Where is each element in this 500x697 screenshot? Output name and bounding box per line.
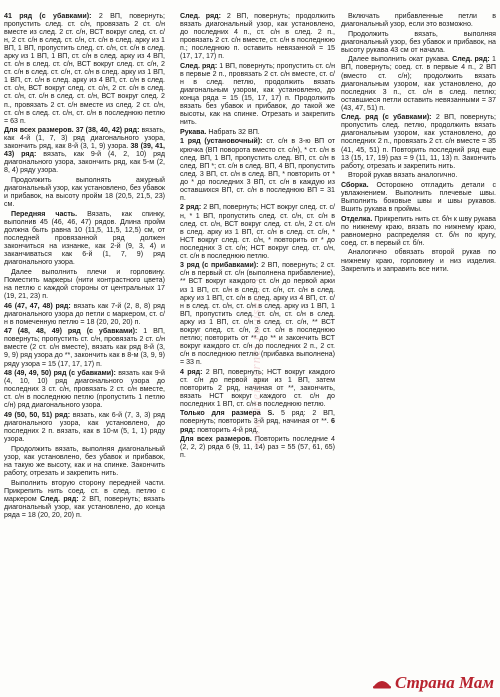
bold-heading: 47 (48, 48, 49) ряд (с убавками): [4, 327, 138, 336]
paragraph [4, 210, 165, 266]
paragraph [180, 12, 335, 60]
body-text: Осторожно отгладить детали с увлажнением. Выполнить плечевые швы. Выполнить боковые швы и швы рукавов. Вшить рукава в проймы. [341, 180, 496, 214]
site-logo[interactable] [372, 673, 494, 693]
body-text: повторить 4-й ряд. [195, 425, 259, 434]
bold-heading: Для всех размеров. 37 (38, 40, 42) ряд: [4, 126, 140, 135]
paragraph [341, 12, 496, 28]
paragraph [341, 30, 496, 54]
bold-heading: Передняя часть. [11, 209, 78, 218]
bold-heading: След. ряд: [180, 61, 218, 70]
logo-text: Страна Мам [394, 673, 494, 692]
body-text: вязать как 7-й (2, 8, 8) ряд диагонального узора до петли с маркером, ст. с/н в помеченную петлю = 18 (20, 20, 20) п. [4, 301, 165, 326]
paragraph [341, 248, 496, 272]
paragraph [4, 302, 165, 326]
paragraph [180, 62, 335, 126]
bold-heading: 41 ряд (с убавками): [4, 12, 92, 20]
bold-heading: 1 ряд (установочный): [180, 137, 263, 146]
body-text: вязать как 9-й (4, 10, 10) ряд диагонального узора до последних 3 ст. с/н, провязать 2 ст. с/н вместе, ст. с/н в последнюю петлю (пропустить 1 петлю с/н) ряд диагонального узора. [4, 369, 165, 410]
bold-heading: 2 ряд: [180, 203, 202, 212]
bold-heading: След. ряд: [452, 55, 490, 64]
bold-heading: 3 ряд (с прибавками): [180, 261, 259, 270]
body-text: вязать, как 9-й (4, 2, 10) ряд диагонального узора, закончить ряд, как 5-м (2, 8, 4) ряду узора. [4, 150, 165, 175]
text-column-1 [4, 12, 165, 520]
body-text: 2 ВП, повернуть; НСТ вокруг каждого ст. с/н до первой арки из 1 ВП, затем повторить 2 ряд, начиная от **, закончить, вязать НСТ вокруг каждого ст. с/н до последних 1 ВП, ст. с/н в последнюю петлю. [180, 367, 335, 408]
paragraph [4, 176, 165, 208]
bold-heading: 48 (49, 49, 50) ряд (с убавками): [4, 369, 116, 378]
body-text: Аналогично обвязать второй рукав по нижнему краю, горловину и низ изделия. Закрепить и заправить все нити. [341, 248, 496, 273]
paragraph [341, 55, 496, 111]
paragraph [4, 126, 165, 174]
paragraph [4, 268, 165, 300]
body-text: Набрать 32 ВП. [206, 127, 260, 136]
body-text: Включать прибавленные петли в диагональный узор, если это возможно. [341, 12, 496, 29]
body-text: 2 ВП, повернуть; НСТ вокруг след. ст. с/н, * 1 ВП, пропустить след. ст. с/н, ст. с/н в след. ст. с/н, ВСТ вокруг след. ст. с/н, 2 ст. с/н в след. арку из 1 ВП, ст. с/н в след. ст. с/н, * НСТ вокруг след. ст. с/н, * повторить от * до последних 3 ст. с/н; НСТ вокруг след. ст. с/н, ст. с/н в последнюю петлю. [180, 203, 335, 260]
bold-heading: Только для размера S. [180, 409, 275, 418]
bold-heading: Отделка. [341, 214, 373, 223]
bold-heading: 6 ряд: [180, 417, 335, 434]
body-text: 1 ВП, повернуть; пропустить ст. с/н, провязать 2 ст. с/н вместе (2 ст. с/н вместе), вязать как ряд 8-й (3, 9, 9) ряд узора до **, закончить как в 8-м (3, 9, 9) ряду узора = 15 (17, 17, 17) п. [4, 327, 165, 368]
bold-heading: След. ряд (с убавками): [341, 113, 432, 122]
paragraph [4, 411, 165, 443]
body-text: Прикрепить нить ст. б/н к шву рукава по нижнему краю, вязать по нижнему краю, равномерно распределяя ст. б/н по кругу, соед. ст. в первый ст. б/н. [341, 214, 496, 247]
paragraph [341, 113, 496, 169]
body-text: 1 ВП, повернуть; пропустить ст. с/н в первые 2 п., провязать 2 ст. с/н вместе, ст. с/н в след. петлю, продолжить вязать диагональным узором, как установлено, до конца ряда = 15 (15, 17, 17) п. Продолжить вязать без убавок и прибавок, до такой же высоты, как на спинке. Отрезать и закрепить нить. [180, 61, 335, 127]
bold-heading: 49 (50, 50, 51) ряд: [4, 411, 71, 419]
body-text: 5 ряд: 2 ВП, повернуть; повторить 3-й ряд, начиная от **. [180, 409, 335, 426]
paragraph [4, 12, 165, 125]
body-text: Далее выполнить окат рукава. [348, 55, 453, 64]
bold-heading: 38 (39, 41, 43) ряд: [4, 142, 165, 159]
bold-heading: След. ряд: [40, 494, 79, 503]
body-text: 2 ВП, повернуть; продолжить вязать диагональный узор, как установлено, до последних 4 п., ст. с/н в след. 2 п., провязать 2 ст. с/н вместе, ст. с/н в последнюю п.; последнюю п. оставить невязанной = 15 (17, 17, 17) п. [180, 12, 336, 61]
body-text: Продолжить вязать, выполняя диагональный узор, как установлено, без убавок и прибавок, на такую же высоту, как и на спинке. Закончить работу, отрезать и закрепить нить. [4, 444, 165, 477]
body-text: Далее выполнить плечи и горловину. Поместить маркеры (нити контрастного цвета) на петлю с каждой стороны от центральных 17 (19, 21, 23) п. [4, 267, 165, 300]
watermark-text: www.liveinternet.ru/users/5 [248, 277, 263, 448]
body-text: Продолжить выполнять ажурный диагональный узор, как установлено, без убавок и прибавок, на высоту пройм 18 (20,5, 21,5, 23) см. [4, 176, 165, 209]
bold-heading: Сборка. [341, 180, 369, 189]
body-text: Выполнить вторую сторону передней части. Прикрепить нить соед. ст. в след. петлю с маркером [4, 478, 165, 503]
hat-icon [372, 676, 392, 690]
body-text: вязать, как 6-й (7, 3, 3) ряд диагонального узора, как установлено, до последних 2 п. вязать, как в 10-м (5, 1, 1) ряду узора. [4, 411, 165, 444]
paragraph [341, 171, 496, 179]
body-text: Вязать, как спинку, выполнив 45 (46, 46, 47) рядов. Длина пройм должна быть равна 10 (11,5, 11,5, 12,5) см, от последней провязанной ряд должен закончиться на изнанке, как 2-й (9, 3, 4) и заканчиваться как 6-й (1, 7, 9) ряд диагонального узора. [4, 209, 165, 267]
paragraph [4, 327, 165, 367]
bold-heading: След. ряд: [180, 12, 222, 20]
bold-heading: 4 ряд: [180, 367, 203, 376]
body-text: Продолжить вязать, выполняя диагональный узор, без убавок и прибавок, на высоту рукава 43 см от начала. [341, 29, 496, 54]
bold-heading: 46 (47, 47, 48) ряд: [4, 301, 71, 310]
text-column-3 [341, 12, 496, 274]
body-text: 2 ВП, повернуть; вязать диагональный узор, как установлено, до конца ряда = 18 (20, 20, 20) п. [4, 494, 165, 519]
paragraph [180, 128, 335, 136]
body-text: Повторить последние 4 (2, 2, 2) ряда 6 (9, 11, 14) раз = 55 (57, 61, 65) п. [180, 435, 335, 460]
bold-heading: Рукава. [180, 127, 207, 136]
body-text: Второй рукав вязать аналогично. [348, 171, 458, 180]
body-text: вязать, как 4-й (1, 7, 3) ряд диагонального узора, закончить ряд, как 8-й (3, 1, 9) узора. [4, 126, 165, 151]
body-text: ст. с/н в 3-ю ВП от крючка (ВП поворота вместо ст. с/н), * ст. с/н в след. ВП, 1 ВП, пропустить след. ВП, ст. с/н в след. ВП *; ст. с/н в след. ВП, 4 ВП, пропустить след. 3 ВП, ст. с/н в след. ВП, * повторить от * до * до последних 3 ВП, ст. с/н в каждую из оставшихся ВП, ст. с/н в последнюю ВП = 31 п. [180, 137, 335, 202]
paragraph [4, 369, 165, 409]
paragraph [4, 479, 165, 519]
body-text: 2 ВП, повернуть; 2 ст. с/н в первый ст. с/н (выполнена прибавление), ** ВСТ вокруг каждого ст. с/н до первой арки из 1 ВП, ст. с/н в след. ст. с/н, ст. с/н в след. арку из 1 ВП, ст. с/н в след. арку из 4 ВП, ст. с/н в след. ст. с/н, ст. с/н в след. арку из 1 ВП, 1 ВП, пропустить след. ст. с/н, ст. с/н в след. арку из 1 ВП, ст. с/н в след. ст. с/н, ** ВСТ вокруг след. ст. с/н, 2 ст. с/н в последнюю петлю; повторить от ** до ** и закончить ВСТ вокруг каждого ст. с/н до последних 2 п., 2 ст. с/н в последнюю петлю (прибавка выполнена) = 33 п. [180, 261, 335, 366]
paragraph [341, 215, 496, 247]
paragraph [4, 445, 165, 477]
paragraph [341, 181, 496, 213]
bold-heading: Для всех размеров. [180, 435, 252, 444]
paragraph [180, 203, 335, 259]
paragraph [180, 137, 335, 201]
body-text: 1 ВП, повернуть; соед. ст. в первые 4 п., 2 ВП (вместо ст. с/н); продолжить вязать диагональным узором, как установлено, до последних 3 п., ст. с/н в след. петлю; оставшиеся петли оставить невязанными = 37 (43, 47, 51) п. [341, 55, 497, 112]
body-text: 2 ВП, повернуть; пропустить след. ст. с/н, провязать 2 ст. с/н вместе из след. 2 ст. с/н, ВСТ вокруг след. ст. с/н, 2 ст. с/н в след. ст. с/н, ст. с/н в след. арку из 1 ВП, 1 ВП, пропустить след. ст. с/н, ст. с/н в след. арку из 1 ВП, 1 ВП, ст. с/н в след. арку из 4 ВП, ст. с/н в след. ст. с/н, ВСТ вокруг след. ст. с/н, 2 ст. с/н в след. ст. с/н, ст. с/н в след. арку из 1 ВП, 1 ВП, ст. с/н в след. арку из 4 ВП, ст. с/н в след. ст. с/н, ВСТ вокруг след. ст. с/н, 2 ст. с/н в след. ст. с/н, ст. с/н в след. ст. с/н, ВСТ вокруг след. 2 п., провязать 2 ст. с/н вместе из след. 2 ст. с/н, ст. с/н в след. ст. с/н, ст. с/н в последнюю петлю = 63 п. [4, 12, 165, 125]
body-text: 2 ВП, повернуть; пропустить след. петлю, продолжить вязать диагональным узором, как установлено, до последних 2 п., провязать 2 ст. с/н вместе = 35 (41, 45, 51) п. Повторить последний ряд еще 13 (15, 17, 19) раз = 9 (11, 11, 13) п. Закончить работу, отрезать и закрепить нить. [341, 113, 496, 170]
